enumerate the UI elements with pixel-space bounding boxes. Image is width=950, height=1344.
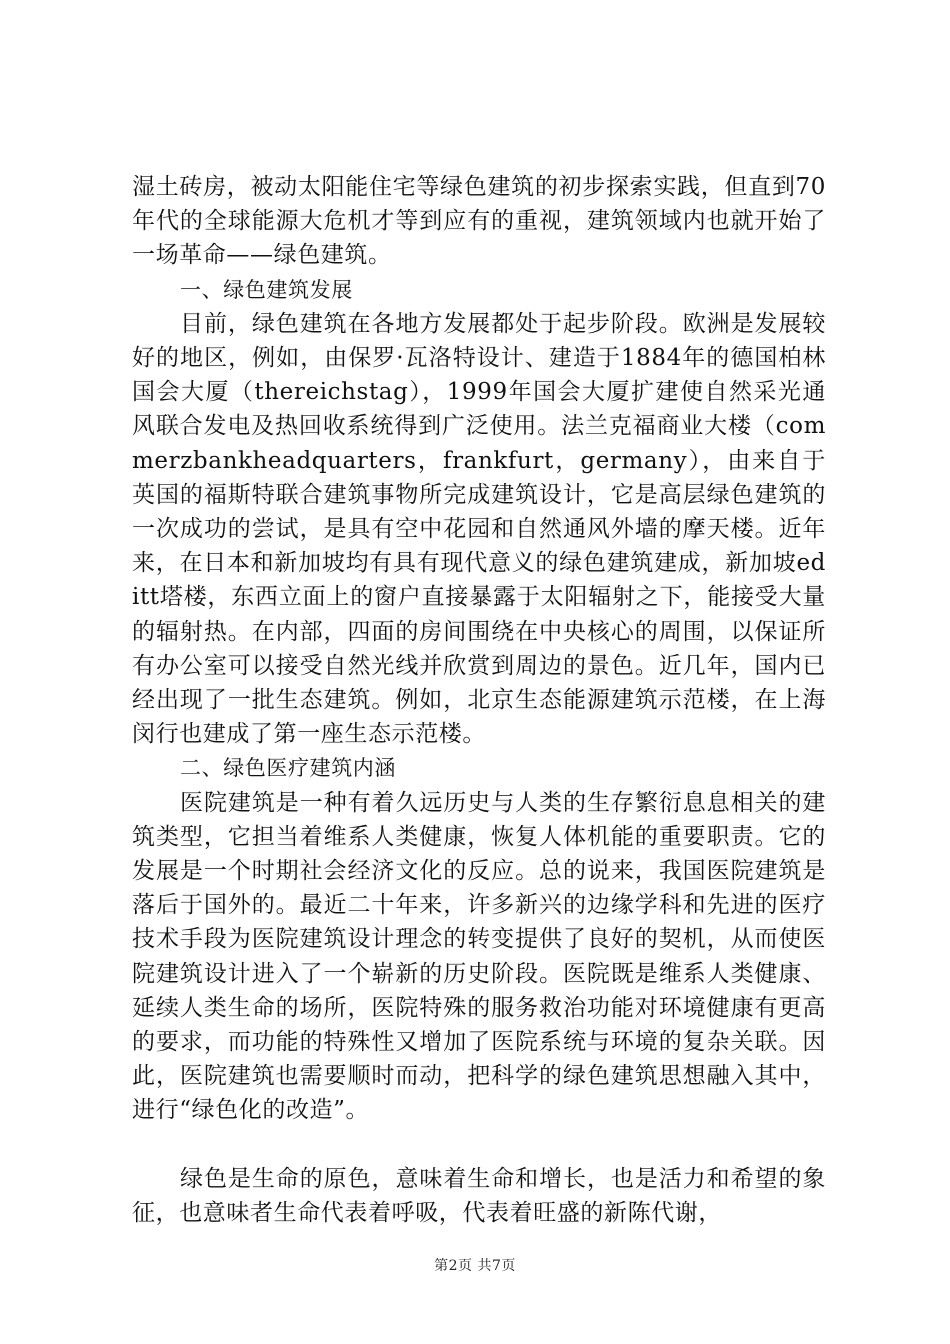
document-body [132, 170, 826, 1230]
paragraph-hospital-architecture: 医院建筑是一种有着久远历史与人类的生存繁衍息息相关的建筑类型，它担当着维系人类健康，恢复人体机能的重要职责。它的发展是一个时期社会经济文化的反应。总的说来，我国医院建筑是落后于国外的。最近二十年来，许多新兴的边缘学科和先进的医疗技术手段为医院建筑设计理念的转变提供了良好的契机，从而使医院建筑设计进入了一个崭新的历史阶段。医院既是维系人类健康、延续人类生命的场所，医院特殊的服务救治功能对环境健康有更高的要求，而功能的特殊性又增加了医院系统与环境的复杂关联。因此，医院建筑也需要顺时而动，把科学的绿色建筑思想融入其中，进行“绿色化的改造”。 [132, 789, 826, 1124]
paragraph-continuation: 湿土砖房，被动太阳能住宅等绿色建筑的初步探索实践，但直到70年代的全球能源大危机才等到应有的重视，建筑领域内也就开始了一场革命——绿色建筑。 [132, 174, 826, 269]
paragraph-spacer [132, 1128, 826, 1162]
section-heading-green-building-development: 一、绿色建筑发展 [180, 277, 353, 302]
section-heading-green-medical-building: 二、绿色医疗建筑内涵 [180, 756, 396, 781]
paragraph-green-meaning: 绿色是生命的原色，意味着生命和增长，也是活力和希望的象征，也意味者生命代表着呼吸，代表着旺盛的新陈代谢， [132, 1165, 826, 1226]
paragraph-green-building-development: 目前，绿色建筑在各地方发展都处于起步阶段。欧洲是发展较好的地区，例如，由保罗·瓦洛特设计、建造于1884年的德国柏林国会大厦（thereichstag），1999年国会大厦扩建使自然采光通风联合发电及热回收系统得到广泛使用。法兰克福商业大楼（commerzbankheadquarters，frankfurt，germany），由来自于英国的福斯特联合建筑事物所完成建筑设计，它是高层绿色建筑的一次成功的尝试，是具有空中花园和自然通风外墙的摩天楼。近年来，在日本和新加坡均有具有现代意义的绿色建筑建成，新加坡editt塔楼，东西立面上的窗户直接暴露于太阳辐射之下，能接受大量的辐射热。在内部，四面的房间围绕在中央核心的周围，以保证所有办公室可以接受自然光线并欣赏到周边的景色。近几年，国内已经出现了一批生态建筑。例如，北京生态能源建筑示范楼，在上海闵行也建成了第一座生态示范楼。 [132, 310, 827, 748]
page-number-footer: 第2页 共7页 [434, 1258, 516, 1274]
